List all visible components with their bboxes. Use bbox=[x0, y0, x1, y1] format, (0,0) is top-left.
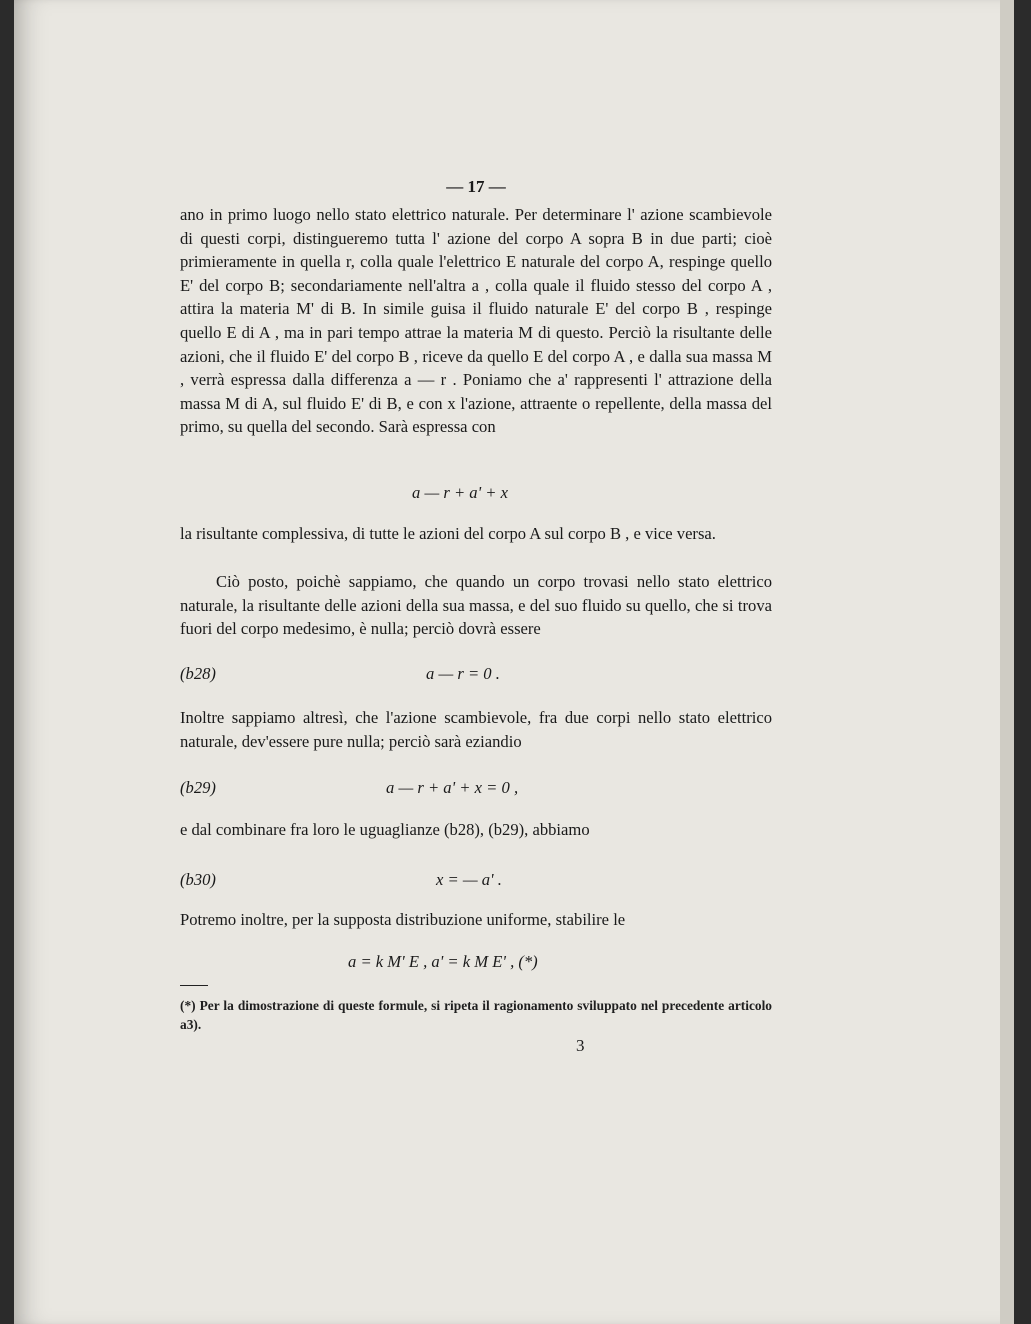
paragraph-6: Potremo inoltre, per la supposta distribuzione uniforme, stabilire le bbox=[180, 910, 626, 929]
footnote-rule bbox=[180, 985, 208, 986]
equation-4-expression: a = k M' E , a' = k M E' , (*) bbox=[348, 952, 538, 971]
paragraph-1: ano in primo luogo nello stato elettrico naturale. Per determinare l' azione scambievole di questi corpi, distingueremo tutta l' azione del corpo A sopra B in due parti; cioè primieramente in quella r, colla quale l'elettrico E naturale del corpo A, respinge quello E' del corpo B; secondariamente nell'altra a , colla quale il fluido stesso del corpo A , attira la materia M' di B. In simile guisa il fluido naturale E' del corpo B , respinge quello E di A , ma in pari tempo attrae la materia M di questo. Perciò la risultante delle azioni, che il fluido E' del corpo B , riceve da quello E del corpo A , e dalla sua massa M , verrà espressa dalla differenza a — r . Poniamo che a' rappresenti l' attrazione della massa M di A, sul fluido E' di B, e con x l'azione, attraente o repellente, della massa del primo, su quella del secondo. Sarà espressa con bbox=[180, 205, 772, 437]
page-number: — 17 — bbox=[446, 177, 506, 196]
equation-b29-expression: a — r + a' + x = 0 , bbox=[386, 778, 519, 797]
signature-mark: 3 bbox=[576, 1036, 585, 1055]
footnote: (*) Per la dimostrazione di queste formule, si ripeta il ragionamento sviluppato nel precedente articolo a3). bbox=[180, 998, 772, 1032]
equation-b28-label: (b28) bbox=[180, 664, 216, 683]
equation-b30-label: (b30) bbox=[180, 870, 216, 889]
paragraph-4: Inoltre sappiamo altresì, che l'azione scambievole, fra due corpi nello stato elettrico naturale, dev'essere pure nulla; perciò sarà eziandio bbox=[180, 708, 772, 751]
next-page-edge bbox=[1000, 0, 1014, 1324]
equation-b30-expression: x = — a' . bbox=[436, 870, 502, 889]
equation-b28-expression: a — r = 0 . bbox=[426, 664, 500, 683]
paragraph-5: e dal combinare fra loro le uguaglianze (b28), (b29), abbiamo bbox=[180, 820, 590, 839]
paragraph-2: la risultante complessiva, di tutte le azioni del corpo A sul corpo B , e vice versa. bbox=[180, 524, 716, 543]
equation-0-expression: a — r + a' + x bbox=[412, 483, 509, 502]
book-page bbox=[14, 0, 1014, 1324]
paragraph-3: Ciò posto, poichè sappiamo, che quando un corpo trovasi nello stato elettrico naturale, la risultante delle azioni della sua massa, e del suo fluido su quello, che si trova fuori del corpo medesimo, è nulla; perciò dovrà essere bbox=[180, 572, 772, 639]
equation-b29-label: (b29) bbox=[180, 778, 216, 797]
